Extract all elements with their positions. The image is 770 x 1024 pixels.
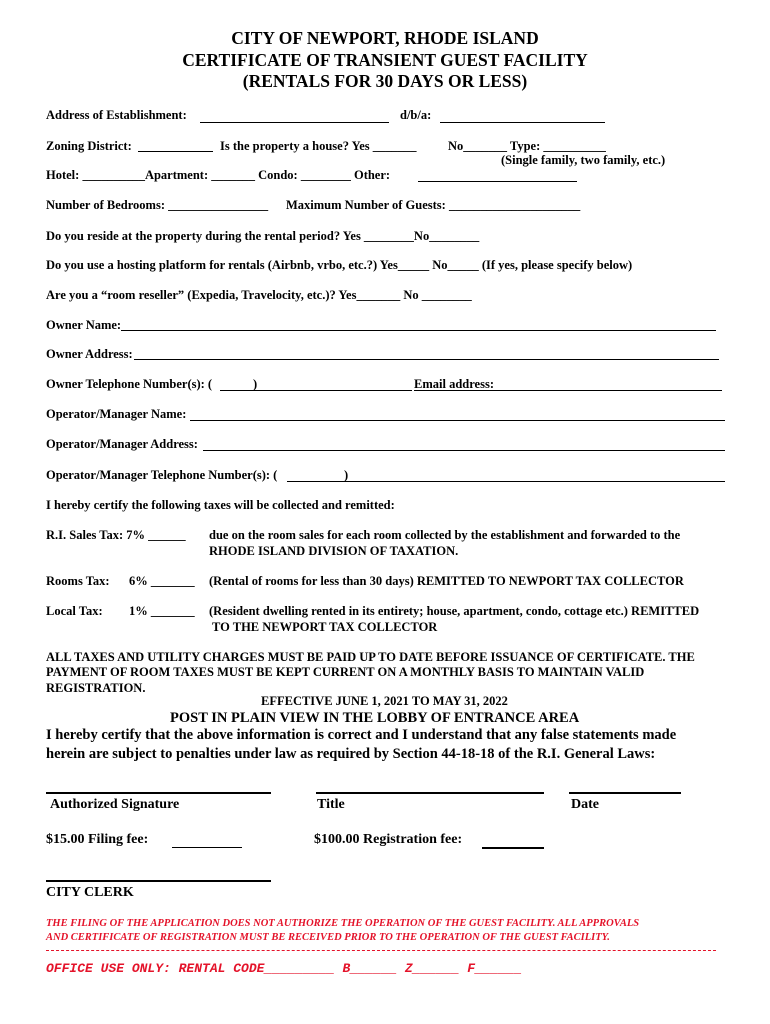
local-tax-desc-2: TO THE NEWPORT TAX COLLECTOR [212, 620, 438, 634]
filing-warning-2: AND CERTIFICATE OF REGISTRATION MUST BE RECEIVED PRIOR TO THE OPERATION OF THE GUEST FACILITY. [46, 932, 610, 943]
rooms-tax-field[interactable]: 6% _______ [129, 574, 195, 588]
no-type-field[interactable]: No_______ Type: __________ [448, 139, 606, 153]
room-reseller-question[interactable]: Are you a “room reseller” (Expedia, Travelocity, etc.)? Yes_______ No ________ [46, 288, 472, 302]
hosting-platform-question[interactable]: Do you use a hosting platform for rentals (Airbnb, vrbo, etc.?) Yes_____ No_____ (If yes, please specify below) [46, 258, 633, 272]
filing-warning-1: THE FILING OF THE APPLICATION DOES NOT AUTHORIZE THE OPERATION OF THE GUEST FACILITY. ALL APPROVALS [46, 918, 640, 929]
title-label: Title [317, 797, 345, 812]
operator-phone-label: Operator/Manager Telephone Number(s): ( [46, 468, 278, 482]
owner-address-label: Owner Address: [46, 347, 133, 361]
authorized-signature-line[interactable] [46, 792, 271, 794]
operator-address-field[interactable] [203, 450, 725, 451]
zoning-district-field[interactable] [138, 151, 213, 152]
footer-divider [46, 950, 716, 951]
property-type-line[interactable]: Hotel: __________Apartment: _______ Condo: ________ Other: [46, 168, 391, 182]
zoning-district-label: Zoning District: [46, 139, 132, 153]
authorized-signature-label: Authorized Signature [50, 797, 180, 812]
form-subtitle: CERTIFICATE OF TRANSIENT GUEST FACILITY [182, 50, 588, 70]
operator-phone-field[interactable] [287, 481, 725, 482]
taxes-paid-notice-1: ALL TAXES AND UTILITY CHARGES MUST BE PAID UP TO DATE BEFORE ISSUANCE OF CERTIFICATE. THE [46, 650, 695, 664]
city-clerk-label: CITY CLERK [46, 885, 134, 900]
owner-address-field[interactable] [134, 359, 719, 360]
certify-statement-2: herein are subject to penalties under law as required by Section 44-18-18 of the R.I. General Laws: [46, 746, 656, 762]
filing-fee-label: $15.00 Filing fee: [46, 832, 149, 847]
filing-fee-field[interactable] [172, 847, 242, 848]
certify-statement-1: I hereby certify that the above information is correct and I understand that any false statements made [46, 727, 677, 743]
tax-certify-intro: I hereby certify the following taxes will be collected and remitted: [46, 498, 395, 512]
local-tax-desc-1: (Resident dwelling rented in its entirety; house, apartment, condo, cottage etc.) REMITTED [209, 604, 700, 618]
date-label: Date [571, 797, 599, 812]
title-line[interactable] [316, 792, 544, 794]
sales-tax-desc-1: due on the room sales for each room collected by the establishment and forwarded to the [209, 528, 681, 542]
taxes-paid-notice-2: PAYMENT OF ROOM TAXES MUST BE KEPT CURRENT ON A MONTHLY BASIS TO MAINTAIN VALID [46, 665, 645, 679]
owner-name-field[interactable] [121, 330, 716, 331]
registration-fee-label: $100.00 Registration fee: [314, 832, 463, 847]
rooms-tax-label: Rooms Tax: [46, 574, 110, 588]
local-tax-field[interactable]: 1% _______ [129, 604, 195, 618]
reside-question[interactable]: Do you reside at the property during the rental period? Yes ________No________ [46, 229, 480, 243]
owner-phone-close-paren: ) [253, 377, 258, 391]
email-label: Email address: [414, 377, 494, 391]
local-tax-label: Local Tax: [46, 604, 103, 618]
form-title: CITY OF NEWPORT, RHODE ISLAND [231, 28, 539, 48]
dba-label: d/b/a: [400, 108, 432, 122]
post-notice: POST IN PLAIN VIEW IN THE LOBBY OF ENTRANCE AREA [170, 710, 580, 726]
operator-address-label: Operator/Manager Address: [46, 437, 198, 451]
type-hint: (Single family, two family, etc.) [501, 153, 666, 167]
taxes-paid-notice-3: REGISTRATION. [46, 681, 146, 695]
address-establishment-label: Address of Establishment: [46, 108, 187, 122]
date-line[interactable] [569, 792, 681, 794]
rooms-tax-desc: (Rental of rooms for less than 30 days) REMITTED TO NEWPORT TAX COLLECTOR [209, 574, 684, 588]
sales-tax-desc-2: RHODE ISLAND DIVISION OF TAXATION. [209, 544, 459, 558]
office-use-only: OFFICE USE ONLY: RENTAL CODE_________ B______ Z______ F______ [46, 961, 522, 976]
effective-dates: EFFECTIVE JUNE 1, 2021 TO MAY 31, 2022 [261, 694, 508, 708]
address-establishment-field[interactable] [200, 122, 389, 123]
operator-name-field[interactable] [190, 420, 725, 421]
form-subtitle-rentals: (RENTALS FOR 30 DAYS OR LESS) [242, 71, 528, 91]
is-house-question[interactable]: Is the property a house? Yes _______ [220, 139, 417, 153]
registration-fee-field[interactable] [482, 847, 544, 849]
email-field[interactable] [414, 390, 722, 391]
operator-phone-close-paren: ) [344, 468, 349, 482]
owner-phone-field[interactable] [220, 390, 412, 391]
city-clerk-signature-line[interactable] [46, 880, 271, 882]
max-guests-field[interactable]: Maximum Number of Guests: _____________________ [286, 198, 581, 212]
owner-name-label: Owner Name: [46, 318, 122, 332]
owner-phone-label: Owner Telephone Number(s): ( [46, 377, 213, 391]
dba-field[interactable] [440, 122, 605, 123]
other-type-field[interactable] [418, 181, 577, 182]
bedrooms-field[interactable]: Number of Bedrooms: ________________ [46, 198, 269, 212]
operator-name-label: Operator/Manager Name: [46, 407, 187, 421]
sales-tax-field[interactable]: R.I. Sales Tax: 7% ______ [46, 528, 186, 542]
